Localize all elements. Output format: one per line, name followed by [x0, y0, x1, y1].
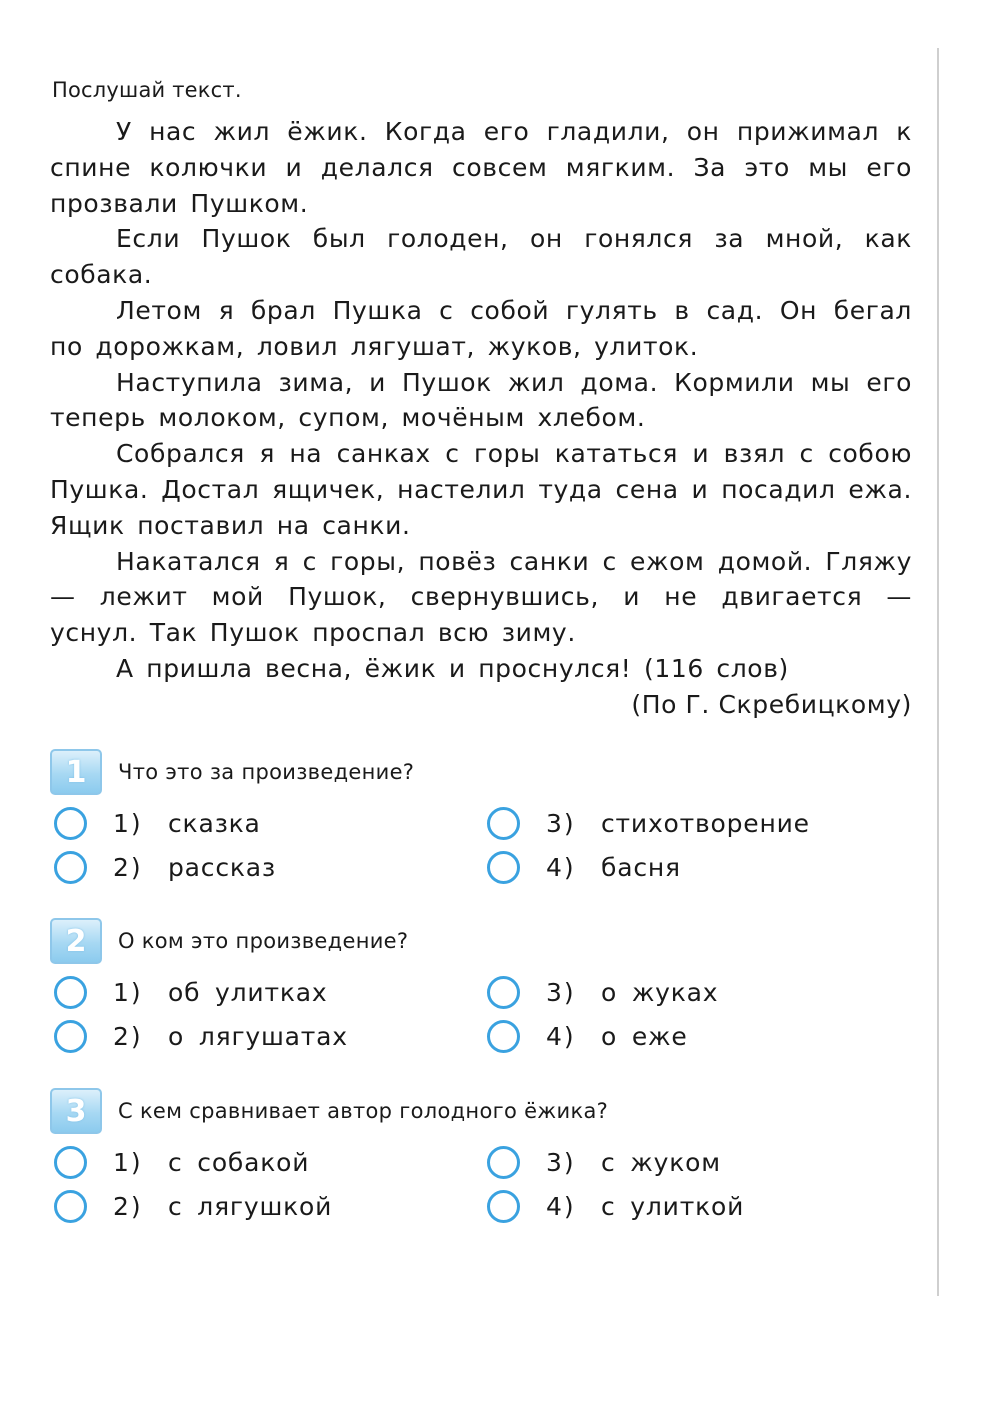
- question-number-badge: 2: [50, 918, 102, 964]
- option-number: 4): [546, 1191, 576, 1221]
- story-paragraph: Наступила зима, и Пушок жил дома. Кормили мы его теперь молоком, супом, мочёным хлебом.: [50, 367, 912, 433]
- option-label: сказка: [168, 808, 261, 838]
- story-paragraph: Если Пушок был голоден, он гонялся за мной, как собака.: [50, 224, 912, 290]
- story-paragraph: Летом я брал Пушка с собой гулять в сад. Он бегал по дорожкам, ловил лягушат, жуков, улиток.: [50, 295, 912, 361]
- option-number: 4): [546, 852, 576, 882]
- answer-option[interactable]: [483, 1184, 912, 1228]
- answer-option[interactable]: [483, 801, 912, 845]
- option-label: о жуках: [601, 977, 719, 1007]
- option-label: с собакой: [168, 1147, 310, 1177]
- option-number: 3): [546, 808, 576, 838]
- radio-circle-icon[interactable]: [54, 1020, 87, 1053]
- radio-circle-icon[interactable]: [54, 976, 87, 1009]
- radio-circle-icon[interactable]: [487, 851, 520, 884]
- option-number: 2): [113, 1191, 143, 1221]
- option-label: о еже: [601, 1021, 688, 1051]
- answer-option[interactable]: [483, 970, 912, 1014]
- instruction-text: Послушай текст.: [52, 78, 242, 102]
- option-label: с улиткой: [601, 1191, 745, 1221]
- radio-circle-icon[interactable]: [54, 807, 87, 840]
- page-margin-rule: [937, 48, 939, 1296]
- option-number: 1): [113, 808, 143, 838]
- answer-option[interactable]: [50, 801, 483, 845]
- question-number-badge: 3: [50, 1088, 102, 1134]
- answer-option[interactable]: [483, 1014, 912, 1058]
- option-number: 4): [546, 1021, 576, 1051]
- story-paragraph: А пришла весна, ёжик и проснулся! (116 слов): [116, 653, 789, 683]
- option-label: об улитках: [168, 977, 328, 1007]
- question-text: С кем сравнивает автор голодного ёжика?: [118, 1099, 609, 1123]
- option-number: 3): [546, 977, 576, 1007]
- question-text: Что это за произведение?: [118, 760, 415, 784]
- option-number: 2): [113, 852, 143, 882]
- radio-circle-icon[interactable]: [54, 1146, 87, 1179]
- answer-option[interactable]: [50, 970, 483, 1014]
- option-number: 1): [113, 1147, 143, 1177]
- option-label: басня: [601, 852, 681, 882]
- option-label: стихотворение: [601, 808, 810, 838]
- option-number: 3): [546, 1147, 576, 1177]
- radio-circle-icon[interactable]: [487, 976, 520, 1009]
- worksheet-page: [50, 78, 912, 1221]
- answer-option[interactable]: [50, 845, 483, 889]
- question-text: О ком это произведение?: [118, 929, 409, 953]
- radio-circle-icon[interactable]: [487, 1146, 520, 1179]
- answer-option[interactable]: [50, 1184, 483, 1228]
- story-paragraph: У нас жил ёжик. Когда его гладили, он прижимал к спине колючки и делался совсем мягким. За это мы его прозвали Пушком.: [50, 117, 912, 218]
- answer-option[interactable]: [483, 1140, 912, 1184]
- option-label: с жуком: [601, 1147, 721, 1177]
- radio-circle-icon[interactable]: [487, 1020, 520, 1053]
- option-label: с лягушкой: [168, 1191, 333, 1221]
- story-author: (По Г. Скребицкому): [631, 689, 912, 719]
- answer-option[interactable]: [50, 1140, 483, 1184]
- option-number: 1): [113, 977, 143, 1007]
- radio-circle-icon[interactable]: [487, 1190, 520, 1223]
- option-number: 2): [113, 1021, 143, 1051]
- question-number-badge: 1: [50, 749, 102, 795]
- story-paragraph: Собрался я на санках с горы кататься и взял с собою Пушка. Достал ящичек, настелил туда сена и посадил ежа. Ящик поставил на санки.: [50, 439, 912, 540]
- option-label: рассказ: [168, 852, 276, 882]
- answer-option[interactable]: [50, 1014, 483, 1058]
- question-3: [50, 1088, 912, 1228]
- answer-option[interactable]: [483, 845, 912, 889]
- question-2: [50, 918, 912, 1058]
- radio-circle-icon[interactable]: [54, 851, 87, 884]
- story-text: [50, 114, 912, 687]
- radio-circle-icon[interactable]: [54, 1190, 87, 1223]
- story-paragraph: Накатался я с горы, повёз санки с ежом домой. Гляжу — лежит мой Пушок, свернувшись, и не двигается — уснул. Так Пушок проспал всю зиму.: [50, 546, 912, 648]
- question-1: [50, 749, 912, 889]
- option-label: о лягушатах: [168, 1021, 348, 1051]
- radio-circle-icon[interactable]: [487, 807, 520, 840]
